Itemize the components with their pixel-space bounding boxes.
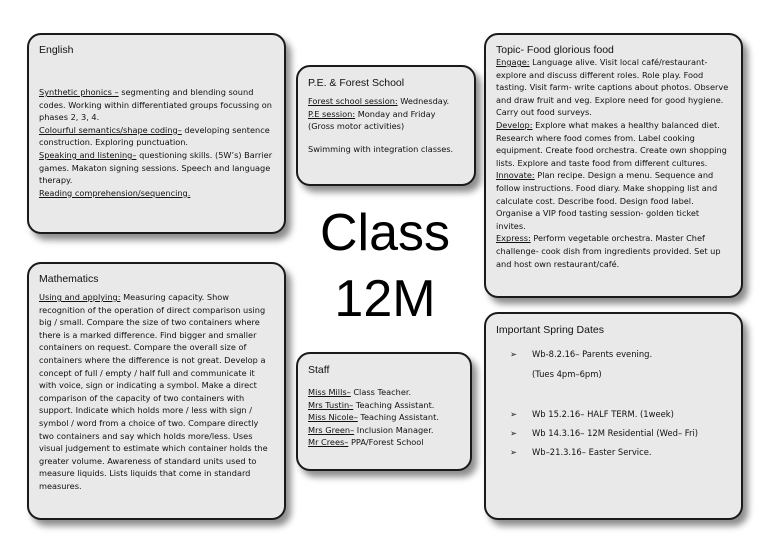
arrow-bullet-icon: ➢ bbox=[510, 349, 518, 359]
maths-panel bbox=[27, 262, 286, 520]
pe-forest-school bbox=[308, 95, 464, 108]
maths-text: Measuring capacity. Show recognition of the operation of direct comparison using big / small. Compare the size of two containers where there is a marked difference. Find bigger and smaller containers on request. Compare the overall size of containers where the difference is not great. Develop a concept of full / empty / half full and communicate it with voice, sign or indicating a symbol. Make a direct comparison of the capacity of two containers with support. Indicate which holds more / less with sign / symbol / word from a choice of two. Compare directly two containers and say which holds more/less. Uses visual judgement to estimate which container holds the greater volume. Awareness of standard units used to measure liquids. Lists liquids that come in standard measures. bbox=[39, 292, 268, 491]
english-phonics bbox=[39, 86, 274, 124]
english-semantics-text: developing sentence construction. Exploring punctuation. bbox=[39, 124, 270, 148]
english-speaking-text: questioning skills. (5W’s) Barrier games. Makaton signing sessions. Speech and language therapy. bbox=[39, 149, 273, 186]
staff-member bbox=[308, 399, 460, 412]
english-phonics-text: segmenting and blending sound codes. Working within differentiated groups focussing on phases 2, 3, 4. bbox=[39, 87, 272, 123]
topic-engage-text: Language alive. Visit local café/restaurant- explore and discuss different roles. Role play. Food tasting. Visit farm- write captions about photos. Observe and draw fruit and veg. Explore need for good hygiene. Carry out food surveys. bbox=[496, 57, 729, 118]
pe-session-text: Monday and Friday (Gross motor activities) bbox=[308, 108, 436, 132]
staff-member bbox=[308, 436, 460, 449]
english-semantics-label: Colourful semantics/shape coding– bbox=[39, 124, 182, 135]
topic-develop bbox=[496, 119, 731, 169]
topic-innovate-label: Innovate: bbox=[496, 170, 535, 181]
class-title bbox=[290, 200, 480, 332]
topic-express-label: Express: bbox=[496, 233, 531, 244]
class-title-line1: Class bbox=[319, 204, 451, 262]
english-semantics bbox=[39, 124, 274, 149]
date-item bbox=[510, 427, 731, 439]
date-item-text: Wb 14.3.16– 12M Residential (Wed– Fri) bbox=[532, 428, 699, 438]
english-reading-label: Reading comprehension/sequencing. bbox=[39, 187, 191, 198]
date-item bbox=[510, 348, 731, 360]
staff-title: Staff bbox=[308, 364, 330, 376]
class-title-line2: 12M bbox=[334, 270, 436, 328]
topic-express-text: Perform vegetable orchestra. Master Chef challenge- cook dish from ingredients provided. Set up and host own restaurant/café. bbox=[496, 233, 721, 269]
dates-panel bbox=[484, 312, 743, 520]
pe-panel bbox=[296, 65, 476, 186]
dates-title: Important Spring Dates bbox=[496, 324, 604, 336]
pe-forest-label: Forest school session: bbox=[308, 96, 398, 106]
date-item bbox=[510, 446, 731, 458]
pe-swimming-note: Swimming with integration classes. bbox=[308, 143, 454, 154]
topic-engage-label: Engage: bbox=[496, 57, 530, 67]
staff-member-role: Inclusion Manager. bbox=[354, 424, 434, 435]
topic-express bbox=[496, 232, 731, 270]
date-item-text: Wb–21.3.16– Easter Service. bbox=[532, 447, 652, 457]
staff-member-role: Teaching Assistant. bbox=[353, 399, 435, 410]
staff-panel bbox=[296, 352, 472, 471]
staff-member bbox=[308, 386, 460, 399]
topic-develop-text: Explore what makes a healthy balanced diet. Research where food comes from. Label cooking equipment. Create food orchestra. Create own shopping lists. Explore and taste food from different cultures. bbox=[496, 119, 727, 168]
english-reading bbox=[39, 187, 274, 200]
topic-engage bbox=[496, 56, 731, 119]
topic-innovate-text: Plan recipe. Design a menu. Sequence and follow instructions. Food diary. Make shopping list and calculate cost. Describe food. Design food label. Organise a VIP food tasting session- golden ticket invites. bbox=[496, 170, 718, 231]
arrow-bullet-icon: ➢ bbox=[510, 409, 518, 419]
staff-member bbox=[308, 411, 460, 424]
date-item bbox=[510, 408, 731, 420]
arrow-bullet-icon: ➢ bbox=[510, 428, 518, 438]
topic-develop-label: Develop: bbox=[496, 119, 533, 130]
arrow-bullet-icon: ➢ bbox=[510, 447, 518, 457]
pe-session-label: P.E session: bbox=[308, 108, 356, 119]
date-item-text: Wb 15.2.16– HALF TERM. (1week) bbox=[532, 409, 674, 419]
staff-member-name: Mrs Green– bbox=[308, 424, 355, 435]
staff-member bbox=[308, 424, 460, 437]
staff-member-name: Miss Mills– bbox=[308, 387, 351, 397]
staff-member-role: Teaching Assistant. bbox=[357, 412, 439, 423]
staff-member-name: Mr Crees– bbox=[308, 437, 349, 448]
staff-member-role: PPA/Forest School bbox=[348, 437, 424, 448]
english-speaking-label: Speaking and listening– bbox=[39, 149, 137, 160]
date-item-subtext: (Tues 4pm–6pm) bbox=[532, 369, 602, 379]
english-speaking bbox=[39, 149, 274, 187]
english-title: English bbox=[39, 44, 74, 56]
date-item-text: Wb-8.2.16– Parents evening. bbox=[532, 349, 653, 359]
topic-panel bbox=[484, 33, 743, 298]
pe-title: P.E. & Forest School bbox=[308, 77, 405, 89]
staff-member-role: Class Teacher. bbox=[350, 387, 412, 397]
staff-member-name: Miss Nicole– bbox=[308, 412, 358, 423]
english-phonics-label: Synthetic phonics – bbox=[39, 87, 119, 97]
topic-title: Topic- Food glorious food bbox=[496, 44, 614, 56]
topic-innovate bbox=[496, 169, 731, 232]
maths-body bbox=[39, 291, 274, 493]
pe-forest-text: Wednesday. bbox=[397, 96, 450, 106]
maths-title: Mathematics bbox=[39, 273, 99, 285]
maths-label: Using and applying: bbox=[39, 292, 121, 302]
staff-member-name: Mrs Tustin– bbox=[308, 399, 354, 410]
english-panel bbox=[27, 33, 286, 234]
pe-session bbox=[308, 108, 464, 133]
